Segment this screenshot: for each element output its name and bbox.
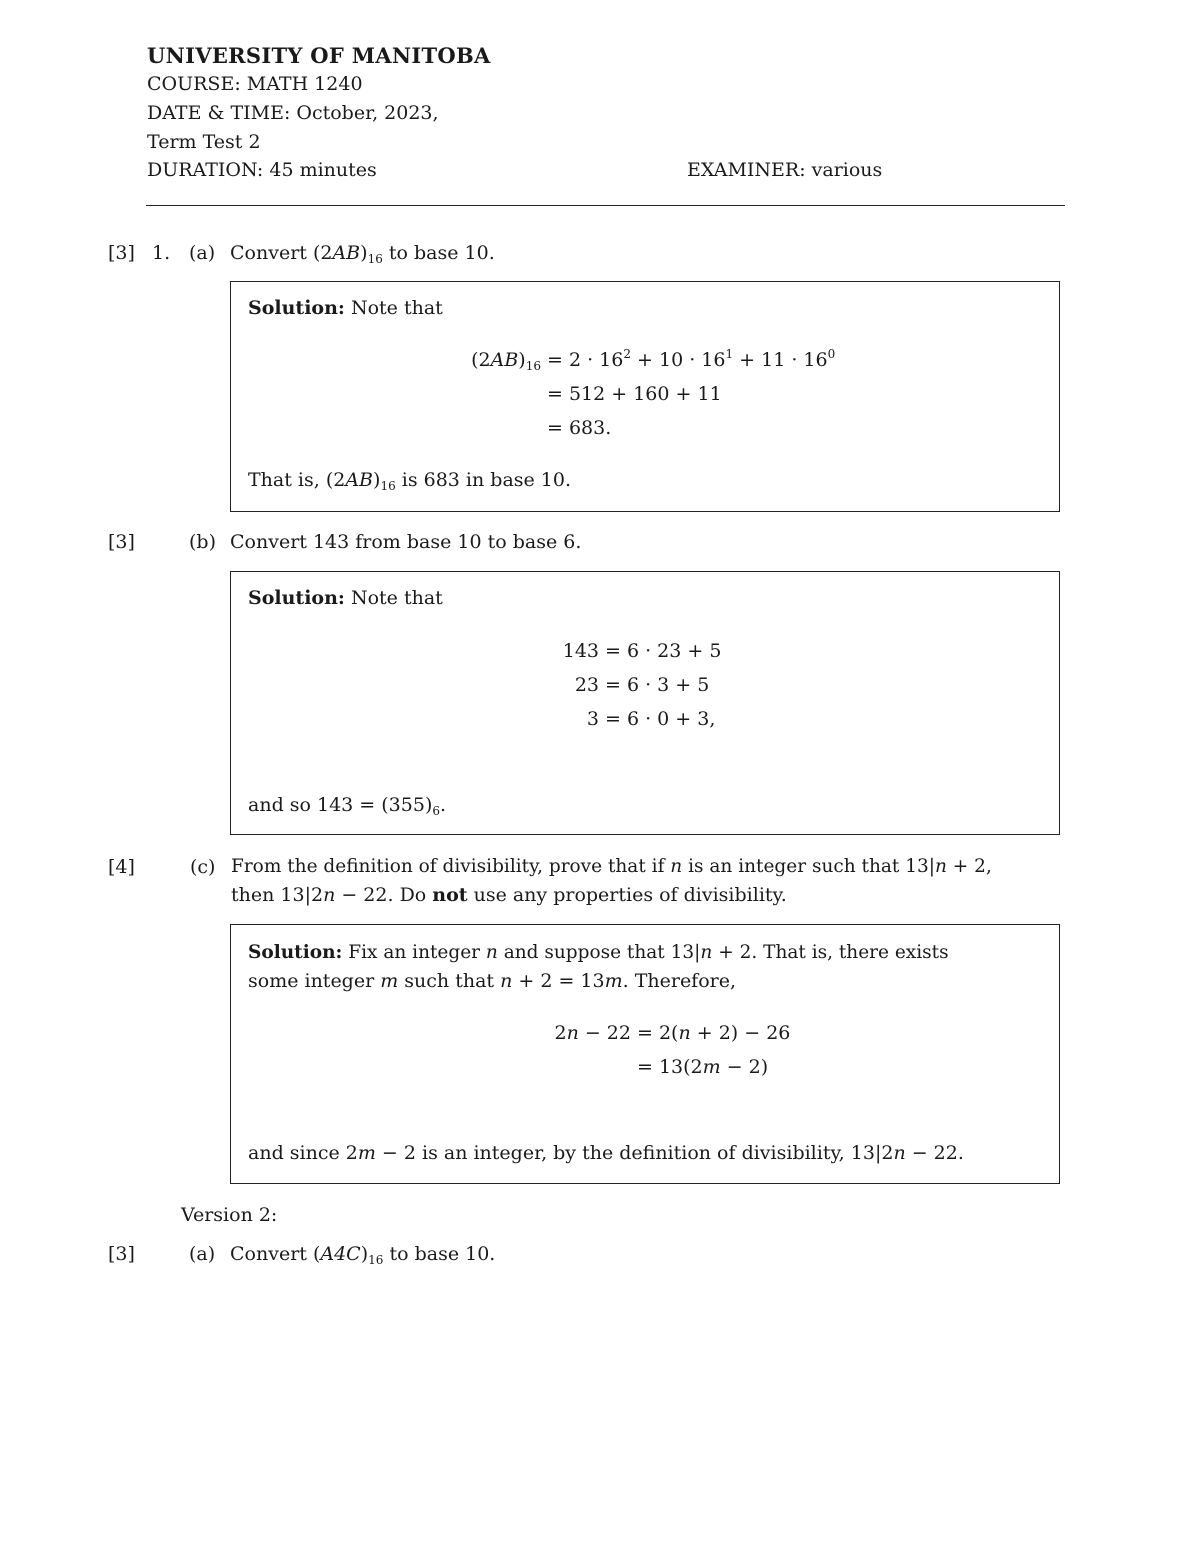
part-label-a: (a)	[189, 242, 216, 264]
course-line: COURSE: MATH 1240	[147, 73, 363, 95]
solution-box-1b	[230, 571, 1060, 835]
solution-1c-line2: some integer m such that n + 2 = 13m. Therefore,	[248, 970, 737, 992]
duration-line: DURATION: 45 minutes	[147, 159, 377, 181]
division-row2-rhs: = 6 · 3 + 5	[605, 674, 710, 696]
equation-1c-line1: = 2(n + 2) − 26	[637, 1022, 791, 1044]
division-row1-rhs: = 6 · 23 + 5	[605, 640, 722, 662]
part-label-b: (b)	[189, 531, 216, 553]
equation-1a-lhs: $(2AB)_{16}$	[471, 349, 541, 373]
prompt-v2a: Convert $(A4C)_{16}$ to base 10.	[230, 1243, 496, 1267]
solution-box-1c	[230, 924, 1060, 1184]
prompt-1b: Convert 143 from base 10 to base 6.	[230, 531, 582, 553]
conclusion-1b: and so $143 = (355)_6$.	[248, 794, 447, 818]
solution-heading: Solution: Note that	[248, 587, 443, 609]
equation-1a-line2: = 512 + 160 + 11	[547, 383, 722, 405]
marks-1c: [4]	[108, 856, 135, 878]
version-heading: Version 2:	[181, 1204, 278, 1226]
solution-heading: Solution: Note that	[248, 297, 443, 319]
conclusion-1a: That is, $(2AB)_{16}$ is 683 in base 10.	[248, 469, 572, 493]
header-divider	[146, 205, 1065, 206]
division-row1-lhs: 143	[562, 640, 599, 662]
marks-1a: [3]	[108, 242, 135, 264]
equation-1a-line3: = 683.	[547, 417, 612, 439]
equation-1c-line2: = 13(2m − 2)	[637, 1056, 769, 1078]
part-label-c: (c)	[190, 856, 216, 878]
part-label-v2a: (a)	[189, 1243, 216, 1265]
prompt-1c-line2: then 13|2n − 22. Do not use any properties of divisibility.	[231, 884, 787, 906]
marks-1b: [3]	[108, 531, 135, 553]
marks-v2a: [3]	[108, 1243, 135, 1265]
division-row3-rhs: = 6 · 0 + 3,	[605, 708, 716, 730]
date-time-line: DATE & TIME: October, 2023,	[147, 102, 439, 124]
prompt-1c-line1: From the definition of divisibility, prove that if n is an integer such that 13|n + 2,	[231, 856, 992, 877]
equation-1c-lhs: 2n − 22	[554, 1022, 631, 1044]
question-number: 1.	[152, 242, 171, 264]
division-row2-lhs: 23	[574, 674, 599, 696]
solution-1c-line1: Solution: Fix an integer n and suppose that 13|n + 2. That is, there exists	[248, 942, 949, 963]
test-name: Term Test 2	[147, 131, 261, 153]
equation-1a-line1: = $2 \cdot 16^2 + 10 \cdot 16^1 + 11 \cdot 16^0$	[547, 347, 836, 371]
division-row3-lhs: 3	[586, 708, 599, 730]
examiner-line: EXAMINER: various	[687, 159, 883, 181]
university-name: UNIVERSITY OF MANITOBA	[147, 43, 491, 68]
conclusion-1c: and since 2m − 2 is an integer, by the definition of divisibility, 13|2n − 22.	[248, 1142, 964, 1164]
prompt-1a: Convert $(2AB)_{16}$ to base 10.	[230, 242, 495, 266]
solution-box-1a	[230, 281, 1060, 512]
